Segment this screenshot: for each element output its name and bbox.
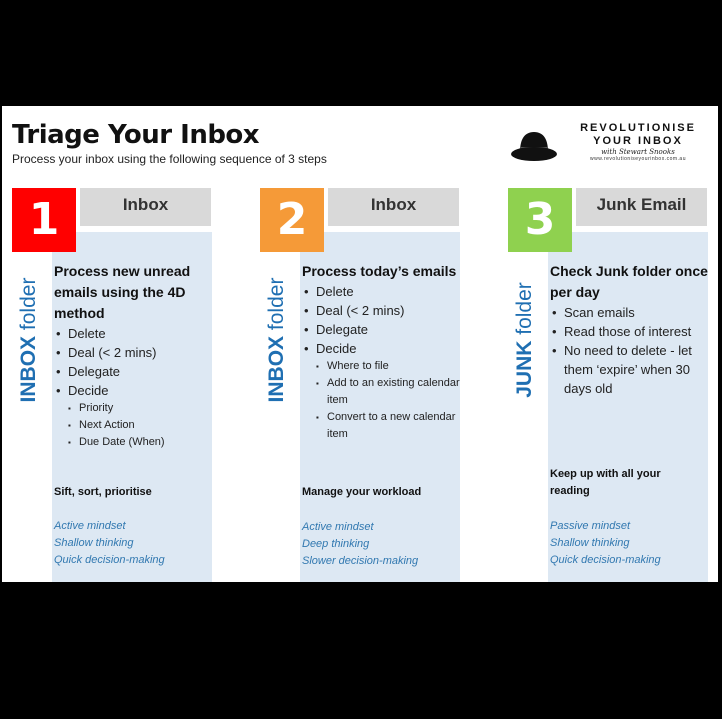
list-item: • Scan emails [550,303,710,322]
step-2-mindset [302,519,462,570]
step-1-column [12,188,212,582]
sub-list-item: ▪ Where to file [316,358,462,375]
list-item: • No need to delete - let them ‘expire’ when 30 days old [550,341,710,398]
step-3-heading: Check Junk folder once per day [550,263,708,300]
step-1-tab: Inbox [80,188,211,226]
step-1-content [54,261,214,451]
step-1-number: 1 [12,188,76,252]
logo-line-2: YOUR INBOX [593,135,683,147]
sub-list-item: ▪ Next Action [68,417,214,434]
step-2-content [302,261,462,443]
step-1-folder-rest: folder [17,277,40,336]
mindset-line: Deep thinking [302,538,370,550]
step-2-tab: Inbox [328,188,459,226]
list-item-text: Decide [68,383,109,398]
fedora-hat-icon [510,128,558,164]
step-3-tab: Junk Email [576,188,707,226]
step-2-sub-bullets [316,358,462,443]
list-item [302,339,462,443]
step-3-column [508,188,708,582]
mindset-line: Shallow thinking [54,537,134,549]
mindset-line: Slower decision-making [302,555,419,567]
sub-list-item: ▪ Due Date (When) [68,434,214,451]
sub-list-item: ▪ Priority [68,400,214,417]
mindset-line: Passive mindset [550,520,631,532]
list-item: • Delegate [302,320,462,339]
list-item: • Deal (< 2 mins) [302,301,462,320]
step-3-folder-label [508,260,542,420]
step-1-summary: Sift, sort, prioritise [54,486,152,498]
step-2-heading: Process today’s emails [302,263,457,279]
step-3-folder-bold: JUNK [513,340,536,398]
list-item: • Delete [302,282,462,301]
logo-line-1: REVOLUTIONISE [580,122,696,134]
page-subtitle: Process your inbox using the following sequence of 3 steps [12,152,327,166]
mindset-line: Shallow thinking [550,537,630,549]
step-3-folder-rest: folder [513,282,536,341]
step-2-folder-bold: INBOX [265,335,288,403]
step-3-content [550,261,710,398]
list-item: • Delegate [54,362,214,381]
step-1-mindset [54,518,214,569]
step-1-heading: Process new unread emails using the 4D method [54,263,191,321]
step-2-column [260,188,460,582]
logo-signature: with Stewart Snooks [601,148,675,156]
step-3-bullets [550,303,710,398]
mindset-line: Active mindset [302,521,374,533]
step-1-folder-bold: INBOX [17,335,40,403]
page-title: Triage Your Inbox [12,120,260,150]
mindset-line: Quick decision-making [550,554,661,566]
logo-url: www.revolutioniseyourinbox.com.au [590,156,686,162]
list-item: • Deal (< 2 mins) [54,343,214,362]
step-3-summary: Keep up with all your reading [550,468,661,497]
mindset-line: Active mindset [54,520,126,532]
step-2-bullets [302,282,462,443]
mindset-line: Quick decision-making [54,554,165,566]
step-2-folder-rest: folder [265,277,288,336]
list-item: • Delete [54,324,214,343]
step-1-sub-bullets [68,400,214,451]
brand-logo [510,120,710,172]
step-3-number: 3 [508,188,572,252]
sub-list-item: ▪ Add to an existing calendar item [316,375,462,409]
step-2-summary: Manage your workload [302,486,422,498]
sub-list-item: ▪ Convert to a new calendar item [316,409,462,443]
step-3-mindset [550,518,710,569]
infographic-slide [2,106,718,582]
list-item-text: Decide [316,341,357,356]
step-1-bullets [54,324,214,451]
list-item: • Read those of interest [550,322,710,341]
list-item [54,381,214,451]
step-2-number: 2 [260,188,324,252]
logo-text [568,122,708,162]
step-1-folder-label [12,260,46,420]
step-2-folder-label [260,260,294,420]
